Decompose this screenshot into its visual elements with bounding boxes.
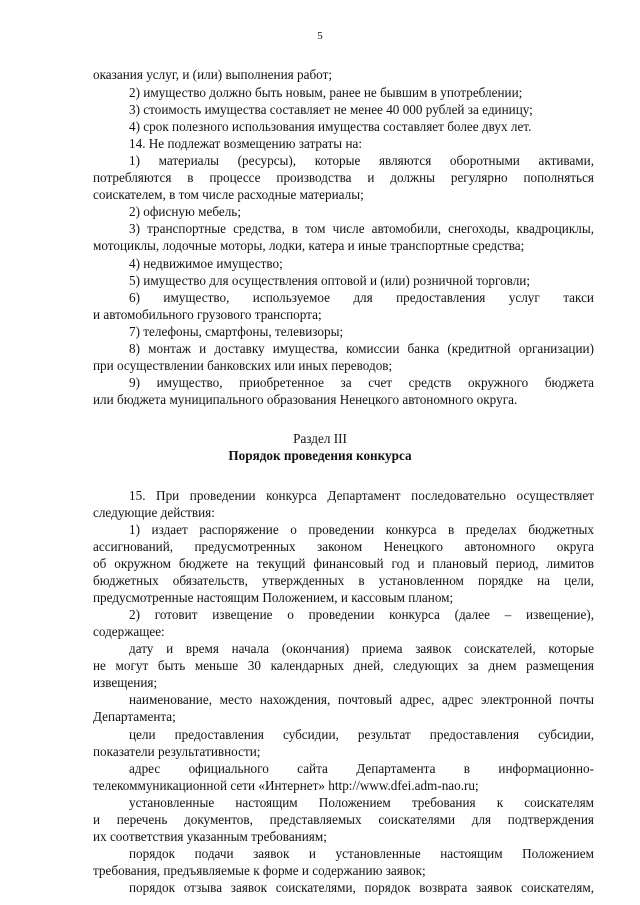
- text-line: их соответствия указанным требованиям;: [93, 829, 327, 844]
- text-line: бюджетных обязательств, утвержденных в установленном порядке на цели,: [93, 573, 594, 588]
- text-line: и автомобильного грузового транспорта;: [93, 307, 322, 322]
- section-title: Порядок проведения конкурса: [228, 448, 412, 463]
- text-line: при осуществлении банковских или иных переводов;: [93, 358, 393, 373]
- text-line: 8) монтаж и доставку имущества, комиссии банка (кредитной организации): [129, 341, 594, 356]
- section-heading: Раздел III: [293, 431, 347, 446]
- text-line: содержащее:: [93, 624, 165, 639]
- text-line: не могут быть меньше 30 календарных дней, следующих за днем размещения: [93, 658, 594, 673]
- text-line: 2) офисную мебель;: [129, 204, 241, 219]
- text-line: дату и время начала (окончания) приема заявок соискателей, которые: [129, 641, 594, 656]
- text-line: 9) имущество, приобретенное за счет средств окружного бюджета: [129, 375, 594, 390]
- text-line: порядок подачи заявок и установленные настоящим Положением: [129, 846, 594, 861]
- text-line: 5) имущество для осуществления оптовой и (или) розничной торговли;: [129, 273, 531, 288]
- text-line: оказания услуг, и (или) выполнения работ;: [93, 67, 332, 82]
- text-line: 14. Не подлежат возмещению затраты на:: [129, 136, 363, 151]
- text-line: 1) издает распоряжение о проведении конкурса в пределах бюджетных: [129, 522, 594, 537]
- page-number: 5: [317, 30, 323, 42]
- text-line: наименование, место нахождения, почтовый адрес, адрес электронной почты: [129, 692, 594, 707]
- text-line: 2) готовит извещение о проведении конкурса (далее – извещение),: [129, 607, 594, 622]
- text-line: соискателем, в том числе расходные материалы;: [93, 187, 364, 202]
- text-line: ассигнований, предусмотренных законом Ненецкого автономного округа: [93, 539, 594, 554]
- text-line: или бюджета муниципального образования Ненецкого автономного округа.: [93, 392, 518, 407]
- text-line: 4) недвижимое имущество;: [129, 256, 283, 271]
- text-line: Департамента;: [93, 709, 176, 724]
- text-line: показатели результативности;: [93, 744, 261, 759]
- text-line: 7) телефоны, смартфоны, телевизоры;: [129, 324, 344, 339]
- text-line: об окружном бюджете на текущий финансовый год и плановый период, лимитов: [93, 556, 594, 571]
- text-line: 3) транспортные средства, в том числе автомобили, снегоходы, квадроциклы,: [129, 221, 594, 236]
- text-line: и перечень документов, представляемых соискателями для подтверждения: [93, 812, 594, 827]
- text-line: требования, предъявляемые к форме и содержанию заявок;: [93, 863, 426, 878]
- text-line: 2) имущество должно быть новым, ранее не бывшим в употреблении;: [129, 85, 523, 100]
- text-line: 15. При проведении конкурса Департамент последовательно осуществляет: [129, 488, 594, 503]
- text-line: 6) имущество, используемое для предоставления услуг такси: [129, 290, 594, 305]
- text-line: телекоммуникационной сети «Интернет» http://www.dfei.adm-nao.ru;: [93, 778, 479, 793]
- text-line: порядок отзыва заявок соискателями, порядок возврата заявок соискателям,: [129, 880, 594, 895]
- text-line: 3) стоимость имущества составляет не менее 40 000 рублей за единицу;: [129, 102, 533, 117]
- text-line: установленные настоящим Положением требования к соискателям: [129, 795, 594, 810]
- text-line: адрес официального сайта Департамента в информационно-: [129, 761, 594, 776]
- text-line: потребляются в процессе производства и должны регулярно пополняться: [93, 170, 594, 185]
- text-line: предусмотренные настоящим Положением, и кассовым планом;: [93, 590, 454, 605]
- text-line: цели предоставления субсидии, результат предоставления субсидии,: [129, 727, 594, 742]
- text-line: мотоциклы, лодочные моторы, лодки, катера и иные транспортные средства;: [93, 238, 525, 253]
- text-line: следующие действия:: [93, 505, 215, 520]
- text-line: извещения;: [93, 675, 158, 690]
- text-line: 1) материалы (ресурсы), которые являются оборотными активами,: [129, 153, 594, 168]
- text-line: 4) срок полезного использования имущества составляет более двух лет.: [129, 119, 532, 134]
